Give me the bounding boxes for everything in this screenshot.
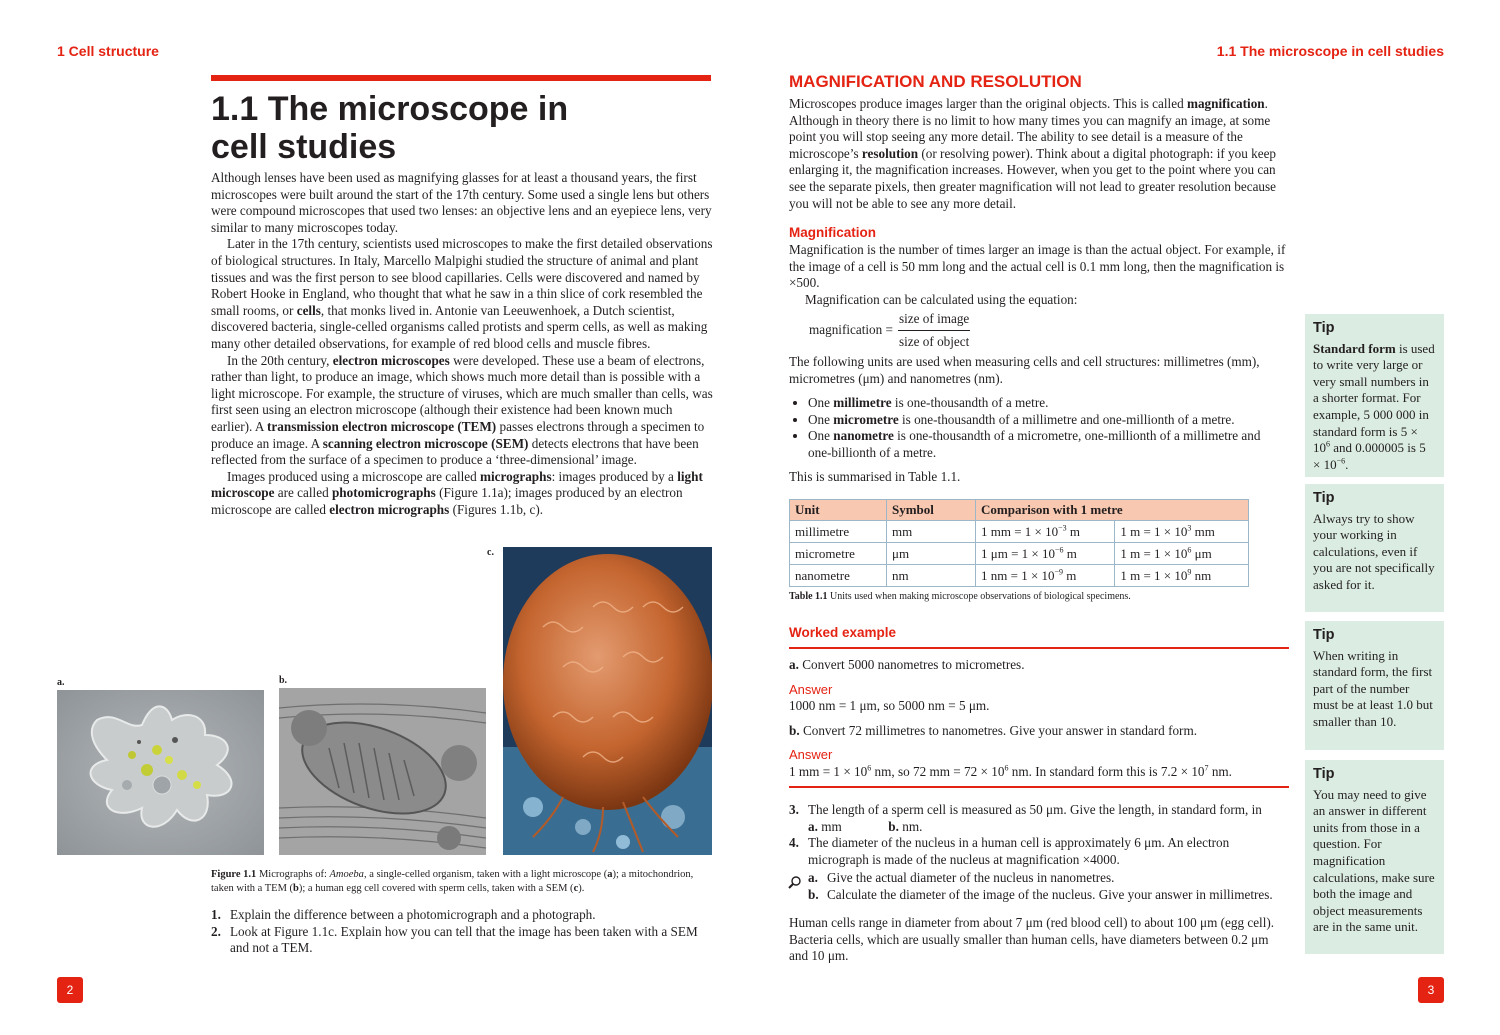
question-3: 3. The length of a sperm cell is measured as 50 μm. Give the length, in standard form, in a. mm b. nm. bbox=[789, 802, 1262, 834]
figure-label-b: b. bbox=[279, 675, 288, 686]
figure-label-a: a. bbox=[57, 677, 65, 688]
list-item: • One millimetre is one-thousandth of a metre. bbox=[808, 395, 1279, 412]
table-caption: Table 1.1 Units used when making microscope observations of biological specimens. bbox=[789, 591, 1131, 602]
intro-text bbox=[211, 170, 713, 518]
table-row: nanometre nm 1 nm = $1 \times 10^{-9}$ m 1 $m = 1 \times 10^9$ nm bbox=[790, 565, 1249, 587]
magnifier-icon bbox=[788, 875, 802, 894]
equation-fraction bbox=[898, 311, 970, 350]
equation-denominator: size of object bbox=[898, 333, 970, 349]
tip-box-units bbox=[1305, 760, 1444, 954]
running-head-right: 1.1 The microscope in cell studies bbox=[1216, 43, 1444, 59]
units-paragraph: The following units are used when measuring cells and cell structures: millimetres (mm), micrometres (μm) and nanometres (nm). bbox=[789, 354, 1260, 386]
paragraph-3: In the 20th century, electron microscopes were developed. These use a beam of electrons, rather than light, to produce an image, which shows much more detail than is possible with a light microscope. For example, the structure of viruses, which are much smaller than cells, was first seen using an electron microscope (although their existence had been known much earlier). A transmission electron microscope (TEM) passes electrons through a specimen to produce an image. A scanning electron microscope (SEM) detects electrons that have been reflected from the surface of a specimen to produce a ‘three-dimensional’ image. bbox=[211, 352, 713, 468]
question-4: 4. The diameter of the nucleus in a human cell is approximately 6 μm. An electron micrograph is made of the nucleus at magnification ×4000. a. Give the actual diameter of the nucleus in nanometres. b. Calculate the diameter of the image of the nucleus. Give your answer in millimetres. bbox=[789, 835, 1273, 902]
figure-label-c: c. bbox=[487, 547, 494, 558]
tip-title: Tip bbox=[1313, 320, 1335, 336]
tip-box-show-working bbox=[1305, 484, 1444, 612]
equation-numerator: size of image bbox=[898, 311, 970, 331]
tip-text: Always try to show your working in calculations, even if you are not specifically asked for it. bbox=[1313, 510, 1435, 592]
question-1: 1. Explain the difference between a photomicrograph and a photograph. bbox=[211, 907, 596, 922]
tip-text: You may need to give an answer in different units from those in a question. For magnification calculations, make sure both the image and object measurements are in the same unit. bbox=[1313, 786, 1435, 935]
closing-paragraph: Human cells range in diameter from about 7 μm (red blood cell) to about 100 μm (egg cell). Bacteria cells, which are usually smaller than human cells, have diameters between 0.2 μm and 10 μm. bbox=[789, 915, 1275, 964]
units-table bbox=[789, 499, 1249, 587]
title-line-2: cell studies bbox=[211, 128, 397, 166]
table-header-unit: Unit bbox=[790, 500, 887, 521]
right-questions bbox=[789, 802, 1289, 904]
table-row: micrometre μm 1 $\mu m = 1 \times 10^{-6}$ m 1 $m = 1 \times 10^6$ μm bbox=[790, 543, 1249, 565]
mitochondrion-tem-micrograph bbox=[279, 688, 486, 855]
list-item: • One micrometre is one-thousandth of a millimetre and one-millionth of a metre. bbox=[808, 412, 1279, 429]
worked-example-rule-top bbox=[789, 647, 1289, 649]
magnification-equation bbox=[809, 311, 970, 350]
worked-example-heading: Worked example bbox=[789, 625, 897, 640]
tip-title: Tip bbox=[1313, 490, 1335, 506]
table-header-comparison: Comparison with 1 metre bbox=[976, 500, 1249, 521]
title-rule bbox=[211, 75, 711, 81]
table-row: millimetre mm 1 mm = $1 \times 10^{-3}$ m 1 $m = 1 \times 10^3$ mm bbox=[790, 521, 1249, 543]
tip-title: Tip bbox=[1313, 766, 1335, 782]
table-header-symbol: Symbol bbox=[887, 500, 976, 521]
table-summary: This is summarised in Table 1.1. bbox=[789, 469, 961, 484]
left-questions bbox=[211, 907, 701, 957]
tip-text: Standard form is used to write very large or very small numbers in a shorter format. For example, 5 000 000 in standard form is $5 \times 10^6$ and 0.000005 is $5 \times 10^{-6}$. bbox=[1313, 340, 1435, 472]
section-heading: MAGNIFICATION AND RESOLUTION bbox=[789, 72, 1082, 91]
tip-text: When writing in standard form, the first part of the number must be at least 1.0 but smaller than 10. bbox=[1313, 647, 1433, 729]
egg-cell-sem-micrograph bbox=[503, 547, 712, 855]
units-list bbox=[789, 395, 1279, 461]
amoeba-photomicrograph bbox=[57, 690, 264, 855]
paragraph-4: Images produced using a microscope are called micrographs: images produced by a light microscope are called photomicrographs (Figure 1.1a); images produced by an electron microscope are called electron micrographs (Figures 1.1b, c). bbox=[211, 468, 703, 517]
page-number-left: 2 bbox=[57, 977, 83, 1003]
page-number-right: 3 bbox=[1418, 977, 1444, 1003]
title-line-1: 1.1 The microscope in bbox=[211, 90, 569, 128]
worked-example-rule-bottom bbox=[789, 786, 1289, 788]
worked-example-body: a. Convert 5000 nanometres to micrometres. Answer 1000 nm = 1 μm, so 5000 nm = 5 μm. b. Convert 72 millimetres to nanometres. Give your answer in standard form. Answer 1 mm = $1 \times 10^6$ nm, so 72 mm = $72 \times 10^6$ nm. In standard form this is $7.2 \times 10^7$ nm. bbox=[789, 657, 1289, 781]
tip-box-standard-form-rule bbox=[1305, 621, 1444, 750]
paragraph-2: Later in the 17th century, scientists used microscopes to make the first detailed observations of biological structures. In Italy, Marcello Malpighi studied the structure of animal and plant tissues and was the first person to see blood capillaries. Cells were discovered and named by Robert Hooke in England, who thought that what he saw in a thin slice of cork resembled the small rooms, or cells, that monks lived in. Antonie van Leeuwenhoek, a Dutch scientist, discovered bacteria, single-celled organisms called protists and sperm cells, as well as making many other detailed observations, for example of red blood cells and muscle fibres. bbox=[211, 236, 713, 351]
magnification-intro: Microscopes produce images larger than the original objects. This is called magnification. Although in theory there is no limit to how many times you can magnify an image, at some point you will stop seeing any more detail. The ability to see detail is a measure of the microscope’s resolution (or resolving power). Think about a digital photograph: if you keep enlarging it, the magnification increases. However, when you get to the point where you can see the separate pixels, then greater magnification will not lead to greater resolution because you will not be able to see any more detail. bbox=[789, 96, 1277, 211]
page-title bbox=[211, 90, 711, 166]
figure-caption: Figure 1.1 Micrographs of: Amoeba, a single-celled organism, taken with a light microscope (a); a mitochondrion, taken with a TEM (b); a human egg cell covered with sperm cells, taken with a SEM (c). bbox=[211, 869, 694, 894]
magnification-text: Magnification is the number of times larger an image is than the actual object. For example, if the image of a cell is 50 mm long and the actual cell is 0.1 mm long, then the magnification is ×500. Magnification can be calculated using the equation: bbox=[789, 242, 1286, 307]
answer-heading-a: Answer bbox=[789, 681, 833, 697]
magnification-heading: Magnification bbox=[789, 225, 876, 240]
paragraph-1: Although lenses have been used as magnifying glasses for at least a thousand years, the first microscopes were built around the start of the 17th century. Some used a single lens but others were compound microscopes that used two lenses: an objective lens and an eyepiece lens, very similar to many microscopes today. bbox=[211, 170, 712, 235]
answer-heading-b: Answer bbox=[789, 747, 833, 763]
tip-box-standard-form bbox=[1305, 314, 1444, 477]
tip-title: Tip bbox=[1313, 627, 1335, 643]
equation-lhs: magnification = bbox=[809, 322, 893, 338]
running-head-left: 1 Cell structure bbox=[57, 43, 159, 59]
list-item: • One nanometre is one-thousandth of a micrometre, one-millionth of a millimetre and one-billionth of a metre. bbox=[808, 428, 1279, 461]
question-2: 2. Look at Figure 1.1c. Explain how you can tell that the image has been taken with a SEM and not a TEM. bbox=[211, 923, 698, 956]
